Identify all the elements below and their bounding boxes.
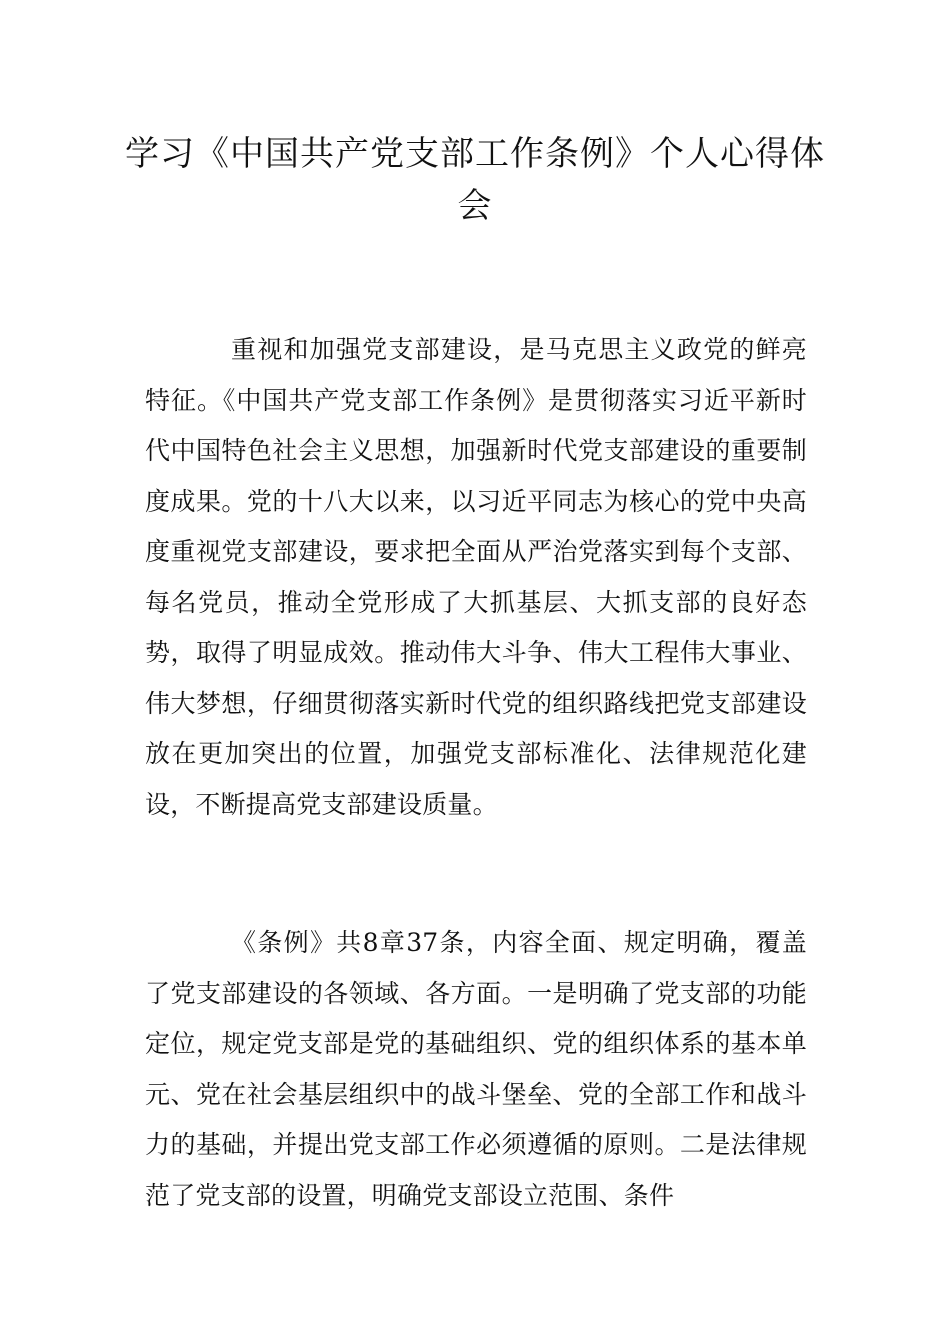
body-paragraph-1: 重视和加强党支部建设，是马克思主义政党的鲜亮特征。《中国共产党支部工作条例》是贯彻落实习近平新时代中国特色社会主义思想，加强新时代党支部建设的重要制度成果。党的十八大以来，以习近平同志为核心的党中央高度重视党支部建设，要求把全面从严治党落实到每个支部、每名党员，推动全党形成了大抓基层、大抓支部的良好态势，取得了明显成效。推动伟大斗争、伟大工程伟大事业、伟大梦想，仔细贯彻落实新时代党的组织路线把党支部建设放在更加突出的位置，加强党支部标准化、法律规范化建设，不断提高党支部建设质量。 [145, 335, 807, 819]
body-paragraph-2: 《条例》共8章37条，内容全面、规定明确，覆盖了党支部建设的各领域、各方面。一是明确了党支部的功能定位，规定党支部是党的基础组织、党的组织体系的基本单元、党在社会基层组织中的战斗堡垒、党的全部工作和战斗力的基础，并提出党支部工作必须遵循的原则。二是法律规范了党支部的设置，明确党支部设立范围、条件 [145, 928, 807, 1210]
document-title: 学习《中国共产党支部工作条例》个人心得体会 [125, 134, 825, 226]
